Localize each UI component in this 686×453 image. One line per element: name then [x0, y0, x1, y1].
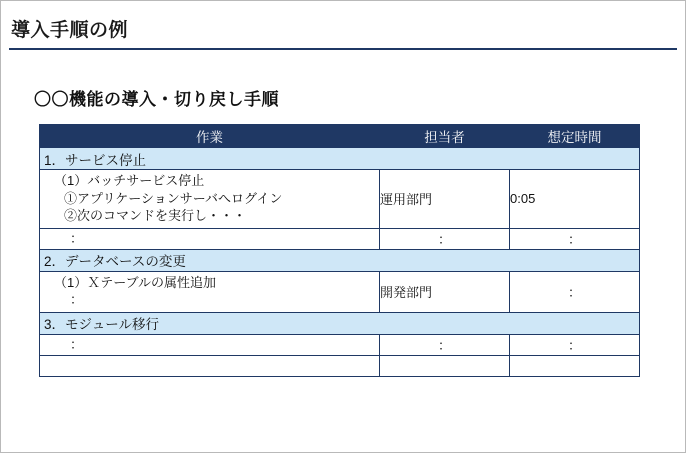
owner-cell: 開発部門 [380, 271, 510, 312]
time-cell: ： [510, 271, 640, 312]
group-label: 1．サービス停止 [40, 148, 640, 170]
owner-cell [380, 355, 510, 376]
task-cell [40, 334, 380, 355]
time-cell: ： [510, 228, 640, 249]
page-title: 導入手順の例 [11, 20, 129, 41]
task-line: ②次のコマンドを実行し・・・ [64, 208, 247, 224]
table-row [40, 249, 640, 271]
task-cell [40, 170, 380, 229]
owner-cell: ： [380, 334, 510, 355]
task-line: （1）Ｘテーブルの属性追加 [54, 274, 217, 290]
owner-cell: 運用部門 [380, 170, 510, 229]
procedure-table [39, 124, 640, 377]
column-header-task: 作業 [40, 125, 380, 148]
table-row [40, 148, 640, 170]
table-row [40, 170, 640, 229]
time-cell: ： [510, 334, 640, 355]
owner-cell: ： [380, 228, 510, 249]
group-label: 2．データベースの変更 [40, 249, 640, 271]
task-line: ： [70, 292, 84, 308]
table-row [40, 334, 640, 355]
section-heading: 〇〇機能の導入・切り戻し手順 [34, 90, 279, 109]
task-line: ： [70, 230, 84, 246]
table-row [40, 271, 640, 312]
table-row [40, 228, 640, 249]
task-cell [40, 228, 380, 249]
time-cell [510, 355, 640, 376]
task-line: ： [70, 336, 84, 352]
title-divider [9, 48, 677, 50]
task-cell [40, 271, 380, 312]
table-header-row [40, 125, 640, 148]
task-cell [40, 355, 380, 376]
column-header-time: 想定時間 [510, 125, 640, 148]
time-cell: 0:05 [510, 170, 640, 229]
table-row [40, 312, 640, 334]
task-line: （1）バッチサービス停止 [54, 173, 205, 188]
column-header-owner: 担当者 [380, 125, 510, 148]
table-row [40, 355, 640, 376]
task-line: ①アプリケーションサーバへログイン [64, 190, 283, 206]
group-label: 3．モジュール移行 [40, 312, 640, 334]
